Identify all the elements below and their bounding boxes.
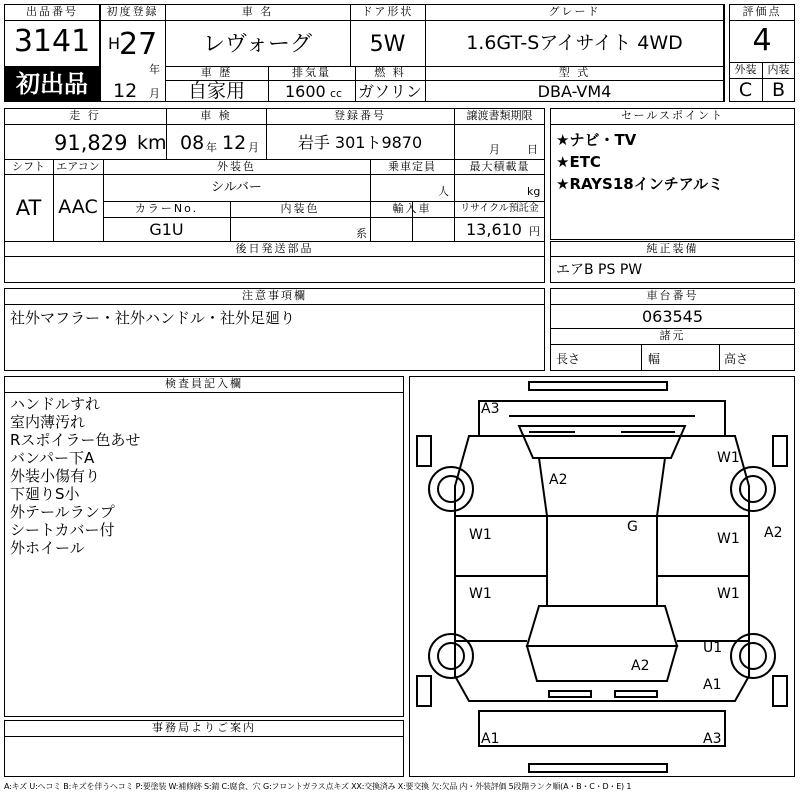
door-type: 5W <box>369 32 406 57</box>
model: DBA-VM4 <box>537 82 612 101</box>
month-unit: 月 <box>149 87 160 100</box>
shift: AT <box>15 196 42 220</box>
damage-mark: U1 <box>703 640 723 656</box>
first-reg-month: 12 <box>113 80 138 102</box>
color-no: G1U <box>149 220 184 239</box>
damage-mark: A1 <box>703 677 722 693</box>
damage-mark: A2 <box>631 658 650 674</box>
inspector-note: 外装小傷有り <box>10 467 101 485</box>
sales-points-list <box>556 129 723 195</box>
door-label: ドア形状 <box>361 5 414 18</box>
inspector-note: 外ホイール <box>10 539 85 557</box>
damage-mark: G <box>627 519 638 535</box>
damage-mark: A1 <box>481 731 500 747</box>
first-reg-label: 初度登録 <box>106 5 159 18</box>
import-label: 輸入車 <box>392 202 432 215</box>
fuel: ガソリン <box>357 82 422 101</box>
history: 自家用 <box>187 80 245 102</box>
inspector-note: Rスポイラー色あせ <box>10 431 141 449</box>
transfer-deadline-label: 譲渡書類期限 <box>466 109 533 122</box>
capacity-label: 乗車定員 <box>388 160 436 173</box>
exterior-label: 外装 <box>734 63 757 76</box>
lot-number: 3141 <box>13 24 91 59</box>
sales-point-item: ★ナビ・TV <box>556 131 637 149</box>
load-capacity-label: 最大積載量 <box>469 160 530 173</box>
chassis-number: 063545 <box>641 307 704 326</box>
damage-mark: A2 <box>764 525 783 541</box>
damage-legend: A:キズ U:ヘコミ B:キズを伴うヘコミ P:要塗装 W:補修跡 S:錆 C:腐食、穴 G:フロントガラス点キズ XX:交換済み X:要交換 欠:欠品 内・外装評価 5段階ランク順(A・B・C・D・E) 1 <box>4 782 632 791</box>
damage-mark: W1 <box>469 527 492 543</box>
damage-mark: W1 <box>717 450 740 466</box>
sales-points-label: セールスポイント <box>620 109 724 122</box>
inspection-year: 08 <box>180 132 205 154</box>
ac: AAC <box>58 196 98 218</box>
reg-number: 岩手 301ト9870 <box>297 133 423 152</box>
car-name-label: 車 名 <box>241 5 274 18</box>
inspector-note: シートカバー付 <box>10 521 115 539</box>
year-unit: 年 <box>149 63 160 76</box>
sales-point-item: ★RAYS18インチアルミ <box>556 175 724 193</box>
interior-grade: B <box>771 79 786 101</box>
dimensions-label: 諸元 <box>659 329 686 342</box>
damage-mark: A2 <box>549 472 568 488</box>
model-label: 型 式 <box>558 66 591 79</box>
genuine-equipment: エアB PS PW <box>556 262 643 278</box>
capacity-unit: 人 <box>438 185 449 198</box>
inspector-note: 下廻りS小 <box>10 485 80 503</box>
damage-mark: W1 <box>469 586 492 602</box>
recycle-label: リサイクル預託金 <box>460 203 539 214</box>
inspector-note: 外テールランプ <box>10 503 115 521</box>
exterior-grade: C <box>738 79 753 101</box>
score: 4 <box>752 23 772 58</box>
genuine-equipment-label: 純正装備 <box>646 242 699 255</box>
damage-mark: A3 <box>703 731 722 747</box>
lot-number-label: 出品番号 <box>26 5 78 18</box>
fuel-label: 燃 料 <box>374 66 406 79</box>
office-label: 事務局よりご案内 <box>152 721 256 734</box>
displacement-label: 排気量 <box>292 66 331 79</box>
history-label: 車 歴 <box>200 66 233 79</box>
mileage: 91,829 <box>54 131 128 155</box>
transfer-day-unit: 日 <box>527 143 538 156</box>
inspector-note: バンパー下A <box>10 449 95 467</box>
inspection-year-unit: 年 <box>206 141 217 154</box>
interior-label: 内装 <box>767 63 790 76</box>
later-parts-label: 後日発送部品 <box>235 242 314 255</box>
displacement: 1600 <box>285 82 326 101</box>
inspection-label: 車 検 <box>200 109 232 122</box>
shift-label: シフト <box>12 160 45 173</box>
inspector-note: 室内薄汚れ <box>10 413 86 431</box>
first-listing-text: 初出品 <box>16 70 88 98</box>
reg-number-label: 登録番号 <box>334 109 386 122</box>
sales-point-item: ★ETC <box>556 153 601 171</box>
inspector-label: 検査員記入欄 <box>165 377 243 390</box>
notes-label: 注意事項欄 <box>242 289 307 302</box>
transfer-month-unit: 月 <box>489 143 500 156</box>
first-reg-year: 27 <box>119 27 158 62</box>
interior-color-label: 内装色 <box>280 202 320 215</box>
inspection-month: 12 <box>222 132 247 154</box>
recycle-yen: 円 <box>529 225 540 238</box>
chassis-label: 車台番号 <box>646 289 699 302</box>
mileage-label: 走 行 <box>69 109 101 122</box>
length-label: 長さ <box>556 352 581 366</box>
car-name: レヴォーグ <box>202 32 313 57</box>
recycle-fee: 13,610 <box>466 220 522 239</box>
inspection-month-unit: 月 <box>248 141 259 154</box>
grade: 1.6GT-Sアイサイト 4WD <box>466 32 683 54</box>
notes-text: 社外マフラー・社外ハンドル・社外足廻り <box>10 309 296 327</box>
inspector-notes-list <box>10 395 140 557</box>
color: シルバー <box>211 180 262 195</box>
damage-mark: A3 <box>481 401 500 417</box>
mileage-unit: km <box>137 132 167 154</box>
grade-label: グレード <box>548 5 601 18</box>
cc-unit: cc <box>330 87 343 100</box>
damage-mark: W1 <box>717 586 740 602</box>
height-label: 高さ <box>724 352 749 366</box>
damage-mark: W1 <box>717 531 740 547</box>
ac-label: エアコン <box>56 160 100 173</box>
interior-color-unit: 系 <box>356 227 367 240</box>
score-label: 評価点 <box>742 5 782 18</box>
color-label: 外装色 <box>217 160 256 173</box>
inspector-note: ハンドルすれ <box>10 395 101 413</box>
color-no-label: カラーNo. <box>134 202 199 215</box>
load-capacity-unit: kg <box>527 185 541 198</box>
car-body-diagram <box>409 376 795 777</box>
width-label: 幅 <box>648 352 661 366</box>
era: H <box>108 34 121 53</box>
